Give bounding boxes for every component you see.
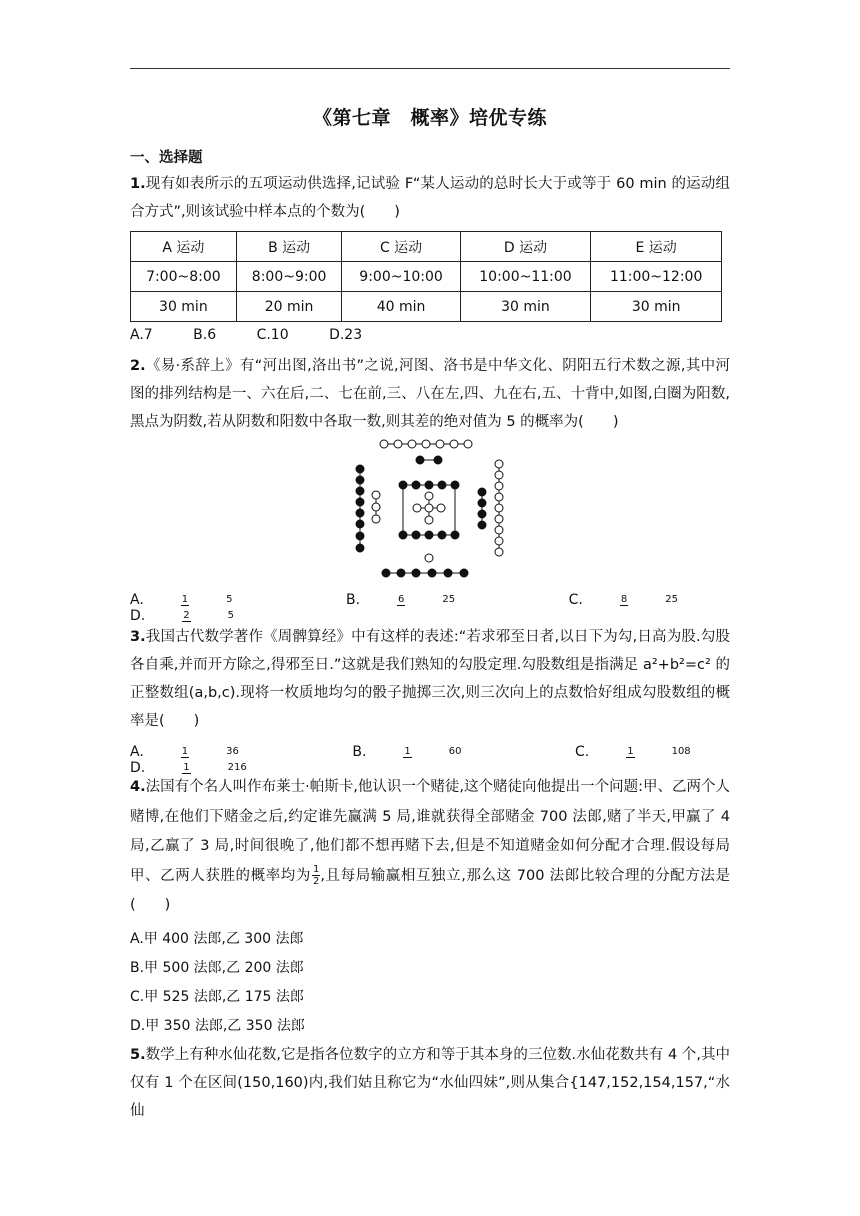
numerator: 2 [183, 610, 190, 621]
denominator: 5 [226, 594, 233, 605]
table-header-cell: D 运动 [460, 232, 591, 262]
numerator: 1 [181, 594, 189, 605]
fraction [626, 746, 727, 758]
option-d: D.甲 350 法郎,乙 350 法郎 [130, 1018, 305, 1034]
table-row-durations [131, 292, 722, 322]
fraction [182, 610, 271, 622]
option-label: C. [568, 592, 583, 608]
numerator: 1 [627, 746, 634, 757]
question-3-number: 3. [130, 629, 146, 645]
table-header-cell: C 运动 [342, 232, 460, 262]
numerator: 8 [620, 594, 628, 605]
fraction [181, 746, 276, 758]
table-header-cell: E 运动 [591, 232, 722, 262]
question-3-options [130, 744, 860, 776]
question-1-options [130, 327, 398, 343]
table-cell: 9:00~10:00 [342, 262, 460, 292]
question-2-options [130, 592, 860, 624]
fraction [403, 746, 498, 758]
hetu-diagram [350, 436, 515, 581]
question-1-text: 现有如表所示的五项运动供选择,记试验 F“某人运动的总时长大于或等于 60 min 的运动组合方式”,则该试验中样本点的个数为( ) [130, 176, 730, 220]
header-rule [130, 68, 730, 69]
option-c: C.甲 525 法郎,乙 175 法郎 [130, 989, 304, 1005]
table-cell: 30 min [591, 292, 722, 322]
question-4-text-b: ,且每局输赢相互独立,那么这 700 法郎比较合理的分配方法是( ) [130, 867, 730, 913]
question-5-number: 5. [130, 1047, 146, 1063]
table-cell: 11:00~12:00 [591, 262, 722, 292]
question-1-number: 1. [130, 176, 146, 192]
question-2 [130, 352, 730, 436]
option-b [352, 744, 534, 760]
option-c: C.10 [256, 327, 289, 343]
numerator: 6 [398, 594, 405, 605]
question-4 [130, 773, 730, 921]
denominator: 25 [665, 594, 678, 605]
question-2-number: 2. [130, 358, 146, 374]
denominator: 108 [671, 746, 691, 757]
option-a: A.7 [130, 327, 153, 343]
table-header-cell: A 运动 [131, 232, 237, 262]
table-cell: 30 min [131, 292, 237, 322]
question-4-number: 4. [130, 779, 146, 795]
option-b: B.甲 500 法郎,乙 200 法郎 [130, 960, 304, 976]
sport-table [130, 231, 722, 322]
option-label: A. [130, 592, 144, 608]
table-cell: 30 min [460, 292, 591, 322]
denominator: 36 [226, 746, 239, 757]
option-a [130, 592, 306, 608]
option-c [569, 592, 751, 608]
fraction [181, 594, 270, 606]
question-3 [130, 623, 730, 735]
numerator: 1 [312, 864, 320, 875]
option-d [130, 608, 307, 624]
section-heading: 一、选择题 [130, 150, 203, 166]
denominator: 60 [448, 746, 462, 757]
table-header-cell: B 运动 [236, 232, 342, 262]
table-cell: 40 min [342, 292, 460, 322]
denominator: 5 [227, 610, 234, 621]
numerator: 1 [404, 746, 411, 757]
page-title: 《第七章 概率》培优专练 [312, 107, 547, 129]
option-b: B.6 [193, 327, 217, 343]
question-3-text: 我国古代数学著作《周髀算经》中有这样的表述:“若求邪至日者,以日下为勾,日高为股.勾股各自乘,并而开方除之,得邪至日.”这就是我们熟知的勾股定理.勾股数组是指满足 a²+b²=c² 的正整数组(a,b,c).现将一枚质地均匀的骰子抛掷三次,则三次向上的点数恰好组成勾股数组的概率是( ) [130, 629, 730, 729]
option-label: D. [130, 760, 146, 776]
denominator: 25 [442, 594, 456, 605]
option-label: B. [352, 744, 367, 760]
denominator: 2 [312, 876, 320, 887]
option-a [130, 744, 312, 760]
table-row-headers [131, 232, 722, 262]
question-2-text: 《易·系辞上》有“河出图,洛出书”之说,河图、洛书是中华文化、阴阳五行术数之源,其中河图的排列结构是一、六在后,二、七在前,三、八在左,四、九在右,五、十背中,如图,白圈为阳数,黑点为阴数,若从阴数和阳数中各取一数,则其差的绝对值为 5 的概率为( ) [130, 358, 730, 430]
option-label: B. [345, 592, 361, 608]
option-b [346, 592, 528, 608]
fraction [620, 594, 715, 606]
option-label: A. [130, 744, 144, 760]
question-1 [130, 170, 730, 226]
option-a: A.甲 400 法郎,乙 300 法郎 [130, 931, 304, 947]
denominator: 216 [227, 762, 247, 773]
fraction [397, 594, 492, 606]
table-cell: 20 min [236, 292, 342, 322]
option-label: D. [130, 608, 146, 624]
option-c [575, 744, 764, 760]
option-label: C. [574, 744, 590, 760]
table-cell: 7:00~8:00 [131, 262, 237, 292]
numerator: 1 [183, 762, 190, 773]
table-cell: 10:00~11:00 [460, 262, 591, 292]
numerator: 1 [181, 746, 189, 757]
question-4-text-a: 法国有个名人叫作布莱士·帕斯卡,他认识一个赌徒,这个赌徒向他提出一个问题:甲、乙两个人赌博,在他们下赌金之后,约定谁先赢满 5 局,谁就获得全部赌金 700 法郎,赌了半天,甲赢了 4 局,乙赢了 3 局,时间很晚了,他们都不想再赌下去,但是不知道赌金如何分配才合理.假设每局甲、乙两人获胜的概率均为 [130, 779, 730, 884]
question-5 [130, 1041, 730, 1125]
table-row-times [131, 262, 722, 292]
question-5-text: 数学上有种水仙花数,它是指各位数字的立方和等于其本身的三位数.水仙花数共有 4 个,其中仅有 1 个在区间(150,160)内,我们姑且称它为“水仙四妹”,则从集合{147,152,154,157,“水仙 [130, 1047, 730, 1119]
table-cell: 8:00~9:00 [236, 262, 342, 292]
option-d: D.23 [329, 327, 363, 343]
